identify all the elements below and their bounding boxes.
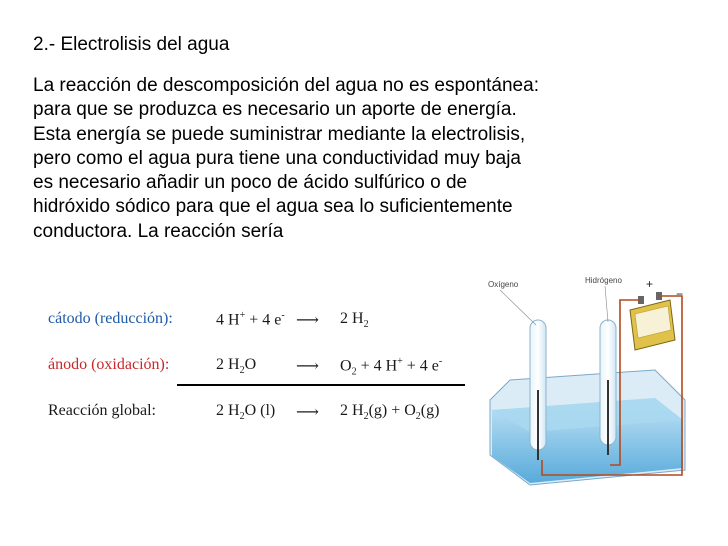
plus-sign: + bbox=[646, 277, 654, 291]
global-products: 2 $H_2(g) + O_2(g)$ bbox=[340, 402, 440, 423]
anode-label: ánodo (oxidación): bbox=[48, 356, 170, 373]
cathode-reactants: 4 H+ + 4 e- bbox=[216, 310, 285, 329]
cathode-label: cátodo (reducción): bbox=[48, 310, 173, 327]
oxygen-label: Oxígeno bbox=[488, 280, 519, 289]
paragraph-line: conductora. La reacción sería bbox=[33, 220, 284, 242]
reaction-arrow: ⟶ bbox=[296, 358, 319, 375]
paragraph-line: Esta energía se puede suministrar mediante la electrolisis, bbox=[33, 123, 526, 145]
paragraph-line: hidróxido sódico para que el agua sea lo suficientemente bbox=[33, 196, 513, 218]
reaction-arrow: ⟶ bbox=[296, 404, 319, 421]
cathode-products: 2 $H_2$ bbox=[340, 310, 369, 331]
separator-line bbox=[177, 384, 465, 386]
explanation-paragraph bbox=[33, 74, 539, 244]
minus-sign: − bbox=[676, 287, 684, 301]
anode-products: $O_2 + 4$ H+ + 4 e- bbox=[340, 356, 443, 378]
anode-reactants: 2 $H_2O$ bbox=[216, 356, 257, 377]
electrolysis-apparatus-illustration bbox=[470, 270, 695, 490]
paragraph-line: es necesario añadir un poco de ácido sulfúrico o de bbox=[33, 172, 468, 194]
section-heading: 2.- Electrolisis del agua bbox=[33, 34, 230, 55]
hydrogen-label: Hidrógeno bbox=[585, 276, 622, 285]
global-reactants: 2 $H_2O$ (l) bbox=[216, 402, 276, 423]
reaction-arrow: ⟶ bbox=[296, 312, 319, 329]
paragraph-line: La reacción de descomposición del agua no es espontánea: bbox=[33, 75, 539, 96]
paragraph-line: para que se produzca es necesario un aporte de energía. bbox=[33, 99, 517, 121]
paragraph-line: pero como el agua pura tiene una conductividad muy baja bbox=[33, 147, 521, 169]
global-label: Reacción global: bbox=[48, 402, 156, 419]
